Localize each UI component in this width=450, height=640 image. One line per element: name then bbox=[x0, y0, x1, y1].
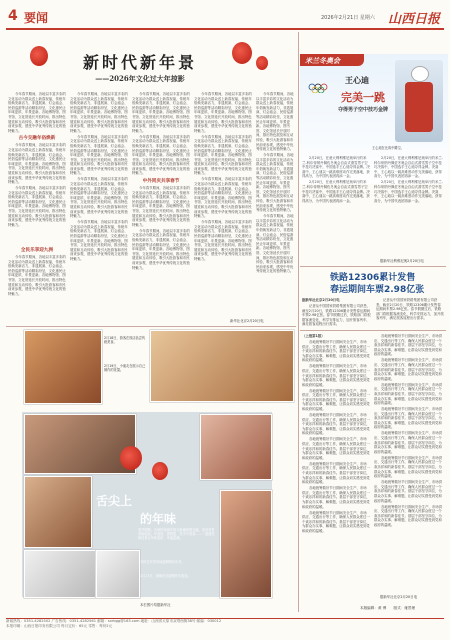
lantern-decoration bbox=[232, 42, 252, 64]
main-column-1 bbox=[8, 92, 66, 242]
main-column-3 bbox=[132, 92, 190, 312]
body-paragraph: 各地统筹做好节日期间安全生产、市场供应、交通出行等工作，确保人民群众度过一个欢乐祥和的新春佳节。基层干部坚守岗位，为群众办实事、解难题，让群众切实感受到党和政府的温暖。 bbox=[374, 504, 443, 527]
body-paragraph: 今年春节期间，各地以丰富多彩的文化活动为群众送上新春祝福，传统年俗焕发新活力，非遗展演、灯会庙会、民俗巡游等活动精彩纷呈，文化惠民让年味更浓、年景更新。各地博物馆、图书馆、文化馆延长开放时间，推出特色展览和互动体验，吸引大批游客和市民前来参观，感受中华优秀传统文化的独特魅力。 bbox=[132, 228, 190, 270]
body-paragraph: 各地统筹做好节日期间安全生产、市场供应、交通出行等工作，确保人民群众度过一个欢乐祥和的新春佳节。基层干部坚守岗位，为群众办实事、解难题，让群众切实感受到党和政府的温暖。 bbox=[302, 510, 370, 533]
food-title-line2: 的年味 bbox=[140, 512, 177, 526]
rail-dateline: 据新华社北京2月20日电 bbox=[302, 298, 340, 302]
body-paragraph: 2月20日，在意大利利维尼奥举行的米兰-科尔蒂纳丹佩佐冬奥会自由式滑雪男子空中技巧决赛中，中国选手王心迪夺得金牌。决赛中，王心迪以一跳高难度动作完美落地，获得高分，为中国代表团再添一金。 bbox=[302, 180, 370, 203]
body-paragraph: 各地统筹做好节日期间安全生产、市场供应、交通出行等工作，确保人民群众度过一个欢乐祥和的新春佳节。基层干部坚守岗位，为群众办实事、解难题，让群众切实感受到党和政府的温暖。 bbox=[374, 334, 443, 357]
body-paragraph: 今年春节期间，各地以丰富多彩的文化活动为群众送上新春祝福，传统年俗焕发新活力，非遗展演、灯会庙会、民俗巡游等活动精彩纷呈，文化惠民让年味更浓、年景更新。各地博物馆、图书馆、文化馆延长开放时间，推出特色展览和互动体验，吸引大批游客和市民前来参观，感受中华优秀传统文化的独特魅力。 bbox=[70, 92, 128, 133]
footer-line: 新闻热线：0351-4282502 广告热线：0351-4282561 邮箱：sxrbgg@163.com 地址：山西省太原市双塔西街38号 邮编：030012 bbox=[6, 619, 222, 623]
photo-caption: 2月18日，游客在饭店品尝传统美食。 bbox=[104, 336, 146, 345]
section-name: 要闻 bbox=[24, 11, 49, 25]
body-paragraph: 各地统筹做好节日期间安全生产、市场供应、交通出行等工作，确保人民群众度过一个欢乐祥和的新春佳节。基层干部坚守岗位，为群众办实事、解难题，让群众切实感受到党和政府的温暖。 bbox=[302, 413, 370, 436]
body-paragraph: 记者从中国国家铁路集团有限公司获悉，截至2月20日，铁路12306累计发售春运期间车票2.98亿张。春节假期过后，铁路部门将根据客流变化，科学安排运力，加开旅客列车，满足旅客返程出行需求。 bbox=[302, 303, 371, 327]
body-paragraph: 各地统筹做好节日期间安全生产、市场供应、交通出行等工作，确保人民群众度过一个欢乐祥和的新春佳节。基层干部坚守岗位，为群众办实事、解难题，让群众切实感受到党和政府的温暖。 bbox=[302, 339, 370, 363]
sports-headline: 完美一跳 bbox=[341, 91, 385, 104]
photo-credit: 本栏图片均据新华社 bbox=[140, 603, 171, 607]
photo-caption: 2月19日，小朋友在展示自己制作的花馍。 bbox=[104, 364, 146, 373]
sports-subtitle: 夺得男子空中技巧金牌 bbox=[338, 107, 389, 113]
body-paragraph: 今年春节期间，各地以丰富多彩的文化活动为群众送上新春祝福，传统年俗焕发新活力，非遗展演、灯会庙会、民俗巡游等活动精彩纷呈，文化惠民让年味更浓、年景更新。各地博物馆、图书馆、文化馆延长开放时间，推出特色展览和互动体验，吸引大批游客和市民前来参观，感受中华优秀传统文化的独特魅力。 bbox=[70, 134, 128, 176]
athlete-photo bbox=[395, 60, 443, 142]
continued-article-2 bbox=[374, 334, 444, 592]
food-photo bbox=[24, 550, 96, 598]
section-heading: 中外同庆共享春节 bbox=[142, 179, 180, 185]
rail-headline-line2: 春运期间车票2.98亿张 bbox=[330, 285, 425, 295]
divider bbox=[6, 326, 296, 327]
body-paragraph: 今年春节期间，各地以丰富多彩的文化活动为群众送上新春祝福，传统年俗焕发新活力，非遗展演、灯会庙会、民俗巡游等活动精彩纷呈，文化惠民让年味更浓、年景更新。各地博物馆、图书馆、文化馆延长开放时间，推出特色展览和互动体验，吸引大批游客和市民前来参观，感受中华优秀传统文化的独特魅力。 bbox=[194, 220, 252, 261]
page-number: 4 bbox=[8, 8, 18, 24]
photo-caption: 市民在年货市场选购特色年货。 bbox=[140, 560, 185, 564]
body-paragraph: 今年春节期间，各地以丰富多彩的文化活动为群众送上新春祝福，传统年俗焕发新活力，非遗展演、灯会庙会、民俗巡游等活动精彩纷呈，文化惠民让年味更浓、年景更新。各地博物馆、图书馆、文化馆延长开放时间，推出特色展览和互动体验，吸引大批游客和市民前来参观，感受中华优秀传统文化的独特魅力。 bbox=[256, 214, 294, 274]
section-heading: 全民乐享迎九洲 bbox=[20, 248, 54, 253]
body-paragraph: 今年春节期间，各地以丰富多彩的文化活动为群众送上新春祝福，传统年俗焕发新活力，非遗展演、灯会庙会、民俗巡游等活动精彩纷呈，文化惠民让年味更浓、年景更新。各地博物馆、图书馆、文化馆延长开放时间，推出特色展览和互动体验，吸引大批游客和市民前来参观，感受中华优秀传统文化的独特魅力。 bbox=[194, 177, 252, 219]
lantern-decoration bbox=[256, 56, 268, 70]
main-headline: 新时代新年景 bbox=[82, 53, 197, 72]
body-paragraph: 各地统筹做好节日期间安全生产、市场供应、交通出行等工作，确保人民群众度过一个欢乐祥和的新春佳节。基层干部坚守岗位，为群众办实事、解难题，让群众切实感受到党和政府的温暖。 bbox=[374, 431, 443, 454]
food-photo bbox=[24, 476, 92, 548]
sports-byline: 据新华社利维尼奥2月20日电 bbox=[380, 259, 424, 263]
main-subtitle: ——2026年文化过大年掠影 bbox=[95, 74, 185, 83]
body-paragraph: 今年春节期间，各地以丰富多彩的文化活动为群众送上新春祝福，传统年俗焕发新活力，非遗展演、灯会庙会、民俗巡游等活动精彩纷呈，文化惠民让年味更浓、年景更新。各地博物馆、图书馆、文化馆延长开放时间，推出特色展览和互动体验，吸引大批游客和市民前来参观，感受中华优秀传统文化的独特魅力。 bbox=[8, 255, 66, 296]
food-photo bbox=[220, 490, 272, 598]
main-column-4 bbox=[194, 92, 252, 312]
body-paragraph: 今年春节期间，各地以丰富多彩的文化活动为群众送上新春祝福，传统年俗焕发新活力，非遗展演、灯会庙会、民俗巡游等活动精彩纷呈，文化惠民让年味更浓、年景更新。各地博物馆、图书馆、文化馆延长开放时间，推出特色展览和互动体验，吸引大批游客和市民前来参观，感受中华优秀传统文化的独特魅力。 bbox=[194, 92, 252, 133]
food-intro: 春节假期，各地的传统年俗与新潮消费交融，美食美景竞相绽放。年夜饭、团圆宴、老字号美食……一道道美味佳肴让年味更浓、幸福更满。 bbox=[138, 528, 215, 541]
olympic-rings-icon bbox=[308, 78, 334, 88]
sports-article bbox=[302, 156, 370, 256]
body-paragraph: 今年春节期间，各地以丰富多彩的文化活动为群众送上新春祝福，传统年俗焕发新活力，非遗展演、灯会庙会、民俗巡游等活动精彩纷呈，文化惠民让年味更浓、年景更新。各地博物馆、图书馆、文化馆延长开放时间，推出特色展览和互动体验，吸引大批游客和市民前来参观，感受中华优秀传统文化的独特魅力。 bbox=[132, 186, 190, 227]
body-paragraph: 今年春节期间，各地以丰富多彩的文化活动为群众送上新春祝福，传统年俗焕发新活力，非遗展演、灯会庙会、民俗巡游等活动精彩纷呈，文化惠民让年味更浓、年景更新。各地博物馆、图书馆、文化馆延长开放时间，推出特色展览和互动体验，吸引大批游客和市民前来参观，感受中华优秀传统文化的独特魅力。 bbox=[132, 92, 190, 133]
rail-headline-line1: 铁路12306累计发售 bbox=[330, 273, 416, 283]
body-paragraph: 今年春节期间，各地以丰富多彩的文化活动为群众送上新春祝福，传统年俗焕发新活力，非遗展演、灯会庙会、民俗巡游等活动精彩纷呈，文化惠民让年味更浓、年景更新。各地博物馆、图书馆、文化馆延长开放时间，推出特色展览和互动体验，吸引大批游客和市民前来参观，感受中华优秀传统文化的独特魅力。 bbox=[194, 134, 252, 176]
divider bbox=[300, 266, 446, 267]
photo-caption: 王心迪在比赛中腾空。 bbox=[372, 146, 404, 150]
main-column-2 bbox=[70, 92, 128, 312]
food-photo bbox=[96, 550, 140, 598]
body-paragraph: 各地统筹做好节日期间安全生产、市场供应、交通出行等工作，确保人民群众度过一个欢乐祥和的新春佳节。基层干部坚守岗位，为群众办实事、解难题，让群众切实感受到党和政府的温暖。 bbox=[374, 358, 443, 381]
continuation-label: （上接第1版） bbox=[302, 334, 325, 338]
body-paragraph: 各地统筹做好节日期间安全生产、市场供应、交通出行等工作，确保人民群众度过一个欢乐祥和的新春佳节。基层干部坚守岗位，为群众办实事、解难题，让群众切实感受到党和政府的温暖。 bbox=[302, 388, 370, 412]
body-paragraph: 今年春节期间，各地以丰富多彩的文化活动为群众送上新春祝福，传统年俗焕发新活力，非遗展演、灯会庙会、民俗巡游等活动精彩纷呈，文化惠民让年味更浓、年景更新。各地博物馆、图书馆、文化馆延长开放时间，推出特色展览和互动体验，吸引大批游客和市民前来参观，感受中华优秀传统文化的独特魅力。 bbox=[8, 143, 66, 185]
divider bbox=[300, 330, 446, 331]
lantern-decoration bbox=[30, 46, 48, 66]
body-paragraph: 各地统筹做好节日期间安全生产、市场供应、交通出行等工作，确保人民群众度过一个欢乐祥和的新春佳节。基层干部坚守岗位，为群众办实事、解难题，让群众切实感受到党和政府的温暖。 bbox=[374, 382, 443, 406]
food-title-line1: 舌尖上 bbox=[96, 494, 133, 508]
main-column-1b bbox=[8, 245, 66, 310]
main-column-5 bbox=[256, 92, 294, 312]
section-heading: 古今交融年俗焕新 bbox=[18, 136, 56, 142]
body-paragraph: 今年春节期间，各地以丰富多彩的文化活动为群众送上新春祝福，传统年俗焕发新活力，非遗展演、灯会庙会、民俗巡游等活动精彩纷呈，文化惠民让年味更浓、年景更新。各地博物馆、图书馆、文化馆延长开放时间，推出特色展览和互动体验，吸引大批游客和市民前来参观，感受中华优秀传统文化的独特魅力。 bbox=[70, 220, 128, 261]
body-paragraph: 各地统筹做好节日期间安全生产、市场供应、交通出行等工作，确保人民群众度过一个欢乐祥和的新春佳节。基层干部坚守岗位，为群众办实事、解难题，让群众切实感受到党和政府的温暖。 bbox=[374, 455, 443, 479]
page-header bbox=[6, 6, 444, 30]
lantern-decoration bbox=[152, 462, 168, 480]
rail-article bbox=[302, 298, 372, 328]
food-photo bbox=[24, 330, 102, 404]
athlete-name: 王心迪 bbox=[345, 76, 369, 85]
main-byline: 新华社北京2月20日电 bbox=[230, 319, 264, 323]
food-photo bbox=[24, 414, 136, 474]
body-paragraph: 2月20日，在意大利利维尼奥举行的米兰-科尔蒂纳丹佩佐冬奥会自由式滑雪男子空中技巧决赛中，中国选手王心迪夺得金牌。决赛中，王心迪以一跳高难度动作完美落地，获得高分，为中国代表团再添一金。 bbox=[374, 156, 443, 179]
food-photo bbox=[200, 414, 272, 480]
lantern-decoration bbox=[120, 446, 142, 470]
body-paragraph: 各地统筹做好节日期间安全生产、市场供应、交通出行等工作，确保人民群众度过一个欢乐祥和的新春佳节。基层干部坚守岗位，为群众办实事、解难题，让群众切实感受到党和政府的温暖。 bbox=[302, 437, 370, 460]
sports-article-2 bbox=[374, 156, 444, 256]
body-paragraph: 今年春节期间，各地以丰富多彩的文化活动为群众送上新春祝福，传统年俗焕发新活力，非遗展演、灯会庙会、民俗巡游等活动精彩纷呈，文化惠民让年味更浓、年景更新。各地博物馆、图书馆、文化馆延长开放时间，推出特色展览和互动体验，吸引大批游客和市民前来参观，感受中华优秀传统文化的独特魅力。 bbox=[256, 92, 294, 152]
rail-article-2 bbox=[376, 298, 444, 328]
body-paragraph: 今年春节期间，各地以丰富多彩的文化活动为群众送上新春祝福，传统年俗焕发新活力，非遗展演、灯会庙会、民俗巡游等活动精彩纷呈，文化惠民让年味更浓、年景更新。各地博物馆、图书馆、文化馆延长开放时间，推出特色展览和互动体验，吸引大批游客和市民前来参观，感受中华优秀传统文化的独特魅力。 bbox=[256, 153, 294, 213]
divider bbox=[298, 32, 299, 612]
body-paragraph: 各地统筹做好节日期间安全生产、市场供应、交通出行等工作，确保人民群众度过一个欢乐祥和的新春佳节。基层干部坚守岗位，为群众办实事、解难题，让群众切实感受到党和政府的温暖。 bbox=[374, 480, 443, 503]
continued-article bbox=[302, 334, 370, 602]
photo-caption: 2月17日，厨师在后厨制作年夜饭。 bbox=[140, 574, 191, 578]
body-paragraph: 今年春节期间，各地以丰富多彩的文化活动为群众送上新春祝福，传统年俗焕发新活力，非遗展演、灯会庙会、民俗巡游等活动精彩纷呈，文化惠民让年味更浓、年景更新。各地博物馆、图书馆、文化馆延长开放时间，推出特色展览和互动体验，吸引大批游客和市民前来参观，感受中华优秀传统文化的独特魅力。 bbox=[8, 186, 66, 227]
continued-byline: 据新华社北京2月20日电 bbox=[380, 595, 417, 599]
body-paragraph: 各地统筹做好节日期间安全生产、市场供应、交通出行等工作，确保人民群众度过一个欢乐祥和的新春佳节。基层干部坚守岗位，为群众办实事、解难题，让群众切实感受到党和政府的温暖。 bbox=[374, 407, 443, 430]
issue-date: 2026年2月21日 星期六 bbox=[321, 15, 375, 21]
body-paragraph: 2月20日，在意大利利维尼奥举行的米兰-科尔蒂纳丹佩佐冬奥会自由式滑雪男子空中技巧决赛中，中国选手王心迪夺得金牌。决赛中，王心迪以一跳高难度动作完美落地，获得高分，为中国代表团再添一金。 bbox=[374, 180, 443, 203]
body-paragraph: 记者从中国国家铁路集团有限公司获悉，截至2月20日，铁路12306累计发售春运期间车票2.98亿张。春节假期过后，铁路部门将根据客流变化，科学安排运力，加开旅客列车，满足旅客返程出行需求。 bbox=[376, 298, 444, 321]
page-footer bbox=[6, 618, 444, 637]
food-photo bbox=[150, 330, 294, 402]
body-paragraph: 今年春节期间，各地以丰富多彩的文化活动为群众送上新春祝福，传统年俗焕发新活力，非遗展演、灯会庙会、民俗巡游等活动精彩纷呈，文化惠民让年味更浓、年景更新。各地博物馆、图书馆、文化馆延长开放时间，推出特色展览和互动体验，吸引大批游客和市民前来参观，感受中华优秀传统文化的独特魅力。 bbox=[70, 177, 128, 219]
sports-badge: 米兰冬奥会 bbox=[305, 57, 340, 65]
body-paragraph: 今年春节期间，各地以丰富多彩的文化活动为群众送上新春祝福，传统年俗焕发新活力，非遗展演、灯会庙会、民俗巡游等活动精彩纷呈，文化惠民让年味更浓、年景更新。各地博物馆、图书馆、文化馆延长开放时间，推出特色展览和互动体验，吸引大批游客和市民前来参观，感受中华优秀传统文化的独特魅力。 bbox=[8, 92, 66, 133]
body-paragraph: 各地统筹做好节日期间安全生产、市场供应、交通出行等工作，确保人民群众度过一个欢乐祥和的新春佳节。基层干部坚守岗位，为群众办实事、解难题，让群众切实感受到党和政府的温暖。 bbox=[302, 461, 370, 485]
footer-line: 本报印刷：山西日报印务有限公司 每月定价：65元 零售：每份2元 bbox=[6, 624, 113, 628]
body-paragraph: 2月20日，在意大利利维尼奥举行的米兰-科尔蒂纳丹佩佐冬奥会自由式滑雪男子空中技巧决赛中，中国选手王心迪夺得金牌。决赛中，王心迪以一跳高难度动作完美落地，获得高分，为中国代表团再添一金。 bbox=[302, 156, 370, 179]
body-paragraph: 今年春节期间，各地以丰富多彩的文化活动为群众送上新春祝福，传统年俗焕发新活力，非遗展演、灯会庙会、民俗巡游等活动精彩纷呈，文化惠民让年味更浓、年景更新。各地博物馆、图书馆、文化馆延长开放时间，推出特色展览和互动体验，吸引大批游客和市民前来参观，感受中华优秀传统文化的独特魅力。 bbox=[132, 134, 190, 176]
newspaper-logo: 山西日报 bbox=[387, 12, 440, 27]
editor-credit: 本版编辑：黄 博 版式：雍景理 bbox=[360, 606, 416, 610]
body-paragraph: 各地统筹做好节日期间安全生产、市场供应、交通出行等工作，确保人民群众度过一个欢乐祥和的新春佳节。基层干部坚守岗位，为群众办实事、解难题，让群众切实感受到党和政府的温暖。 bbox=[302, 486, 370, 509]
body-paragraph: 各地统筹做好节日期间安全生产、市场供应、交通出行等工作，确保人民群众度过一个欢乐祥和的新春佳节。基层干部坚守岗位，为群众办实事、解难题，让群众切实感受到党和政府的温暖。 bbox=[302, 364, 370, 387]
